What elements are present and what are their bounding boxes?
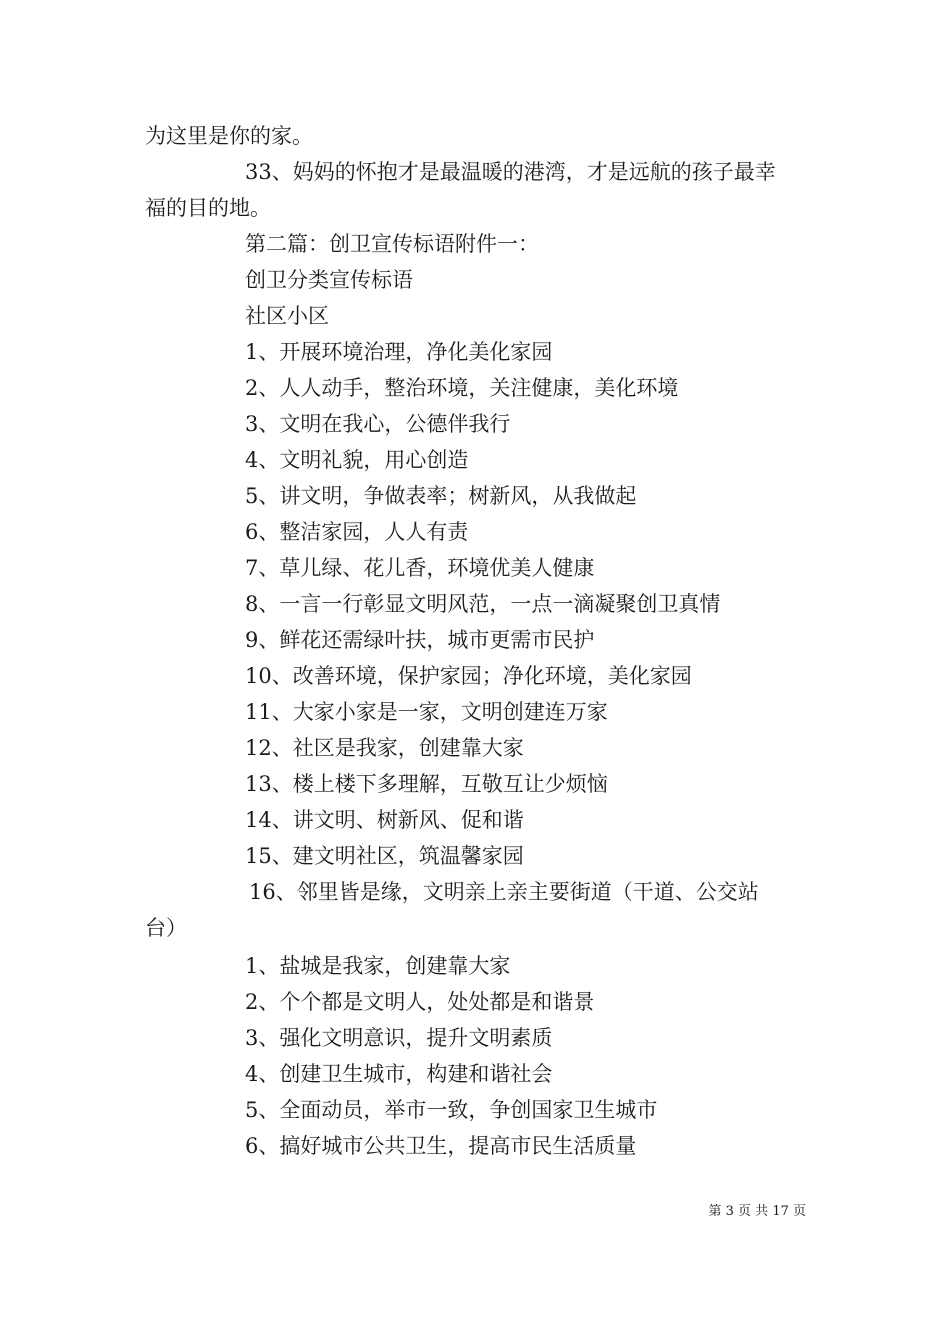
list-item: 16、邻里皆是缘，文明亲上亲主要街道（干道、公交站 — [249, 880, 759, 904]
text-line: 33、妈妈的怀抱才是最温暖的港湾，才是远航的孩子最幸 — [245, 160, 776, 184]
list-item: 13、楼上楼下多理解，互敬互让少烦恼 — [245, 772, 608, 796]
text-line: 为这里是你的家。 — [145, 124, 313, 148]
list-item: 10、改善环境，保护家园；净化环境，美化家园 — [245, 664, 692, 688]
list-item: 7、草儿绿、花儿香，环境优美人健康 — [245, 556, 595, 580]
list-item: 3、强化文明意识，提升文明素质 — [245, 1026, 553, 1050]
list-item: 15、建文明社区，筑温馨家园 — [245, 844, 524, 868]
list-item: 14、讲文明、树新风、促和谐 — [245, 808, 524, 832]
list-item: 1、盐城是我家，创建靠大家 — [245, 954, 511, 978]
list-item: 6、搞好城市公共卫生，提高市民生活质量 — [245, 1134, 637, 1158]
list-item: 12、社区是我家，创建靠大家 — [245, 736, 524, 760]
section-heading: 第二篇：创卫宣传标语附件一： — [245, 232, 539, 256]
document-body — [145, 118, 810, 1164]
list-item: 5、讲文明，争做表率；树新风，从我做起 — [245, 484, 637, 508]
list-item: 2、个个都是文明人，处处都是和谐景 — [245, 990, 595, 1014]
list-item: 5、全面动员，举市一致，争创国家卫生城市 — [245, 1098, 658, 1122]
text-line: 福的目的地。 — [145, 196, 271, 220]
list-item: 9、鲜花还需绿叶扶，城市更需市民护 — [245, 628, 595, 652]
list-item: 6、整洁家园，人人有责 — [245, 520, 469, 544]
list-item: 3、文明在我心，公德伴我行 — [245, 412, 511, 436]
list-item: 2、人人动手，整治环境，关注健康，美化环境 — [245, 376, 679, 400]
list-item: 1、开展环境治理，净化美化家园 — [245, 340, 553, 364]
category-heading: 社区小区 — [245, 304, 329, 328]
list-item: 4、创建卫生城市，构建和谐社会 — [245, 1062, 553, 1086]
list-item: 4、文明礼貌，用心创造 — [245, 448, 469, 472]
section-subheading: 创卫分类宣传标语 — [245, 268, 413, 292]
page-number: 第 3 页 共 17 页 — [708, 1204, 806, 1219]
list-item: 11、大家小家是一家，文明创建连万家 — [245, 700, 608, 724]
text-line: 台） — [145, 916, 187, 940]
list-item: 8、一言一行彰显文明风范，一点一滴凝聚创卫真情 — [245, 592, 721, 616]
